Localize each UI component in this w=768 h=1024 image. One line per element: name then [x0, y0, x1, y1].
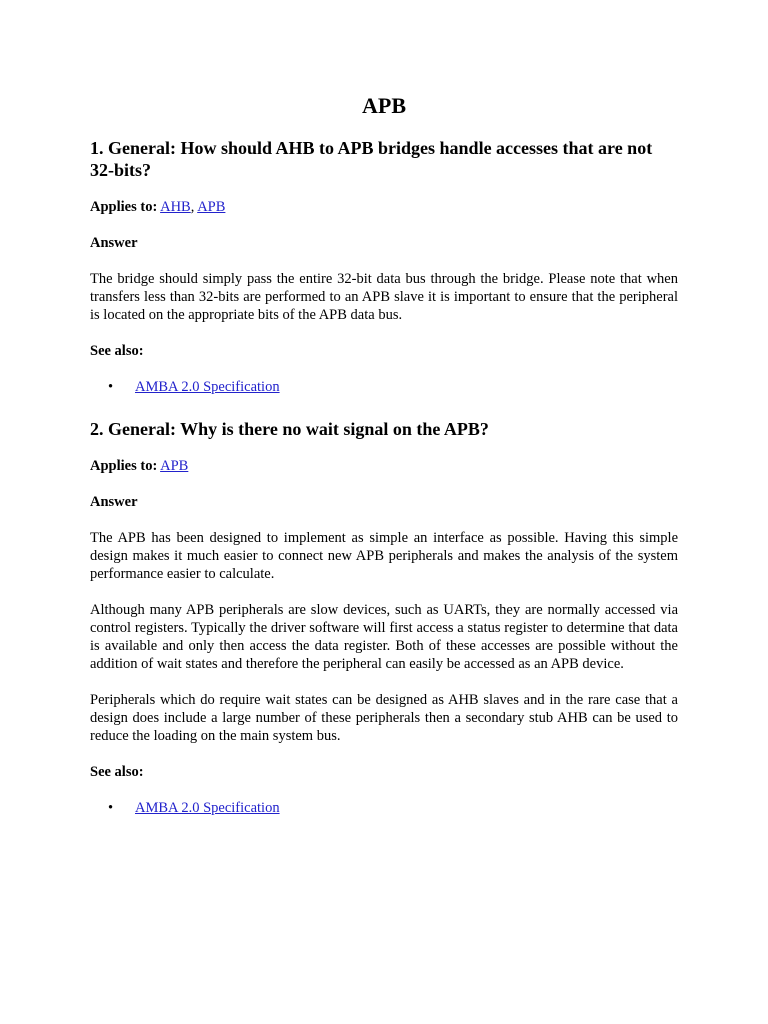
question-heading: 2. General: Why is there no wait signal on the APB? — [90, 419, 489, 439]
faq-section-1 — [90, 137, 678, 396]
question-heading: 1. General: How should AHB to APB bridges handle accesses that are not 32-bits? — [90, 138, 653, 180]
see-also-list — [90, 799, 678, 817]
applies-to-label: Applies to: — [90, 199, 158, 215]
link-separator: , — [190, 199, 198, 215]
answer-paragraph: Peripherals which do require wait states can be designed as AHB slaves and in the rare case that a design does include a large number of these peripherals then a secondary stub AHB can be used to reduce the loading on the main system bus. — [90, 692, 678, 744]
link-apb[interactable]: APB — [197, 199, 226, 215]
faq-section-2 — [90, 418, 678, 817]
applies-to-label: Applies to: — [90, 458, 158, 474]
see-also-label: See also: — [90, 343, 144, 359]
answer-paragraph: The APB has been designed to implement as simple an interface as possible. Having this simple design makes it much easier to connect new APB peripherals and makes the analysis of the system performance easier to calculate. — [90, 530, 678, 582]
see-also-label: See also: — [90, 764, 144, 780]
list-item — [108, 378, 678, 396]
document-page — [90, 0, 678, 817]
answer-paragraph: Although many APB peripherals are slow devices, such as UARTs, they are normally accessed via control registers. Typically the driver software will first access a status register to determine that data is available and only then access the data register. Both of these accesses are possible without the addition of wait states and therefore the peripheral can easily be accessed as an APB device. — [90, 602, 678, 672]
document-title: APB — [362, 93, 406, 118]
answer-paragraph: The bridge should simply pass the entire 32-bit data bus through the bridge. Please note that when transfers less than 32-bits are performed to an APB slave it is important to ensure that the peripheral is located on the appropriate bits of the APB data bus. — [90, 271, 678, 323]
bullet-icon: • — [108, 800, 114, 816]
answer-label: Answer — [90, 235, 138, 251]
applies-to-line — [90, 457, 678, 475]
link-apb[interactable]: APB — [160, 458, 189, 474]
link-amba-spec[interactable]: AMBA 2.0 Specification — [135, 800, 280, 816]
link-amba-spec[interactable]: AMBA 2.0 Specification — [135, 379, 280, 395]
answer-label: Answer — [90, 494, 138, 510]
list-item — [108, 799, 678, 817]
bullet-icon: • — [108, 379, 114, 395]
applies-to-line — [90, 198, 678, 216]
see-also-list — [90, 378, 678, 396]
link-ahb[interactable]: AHB — [160, 199, 191, 215]
